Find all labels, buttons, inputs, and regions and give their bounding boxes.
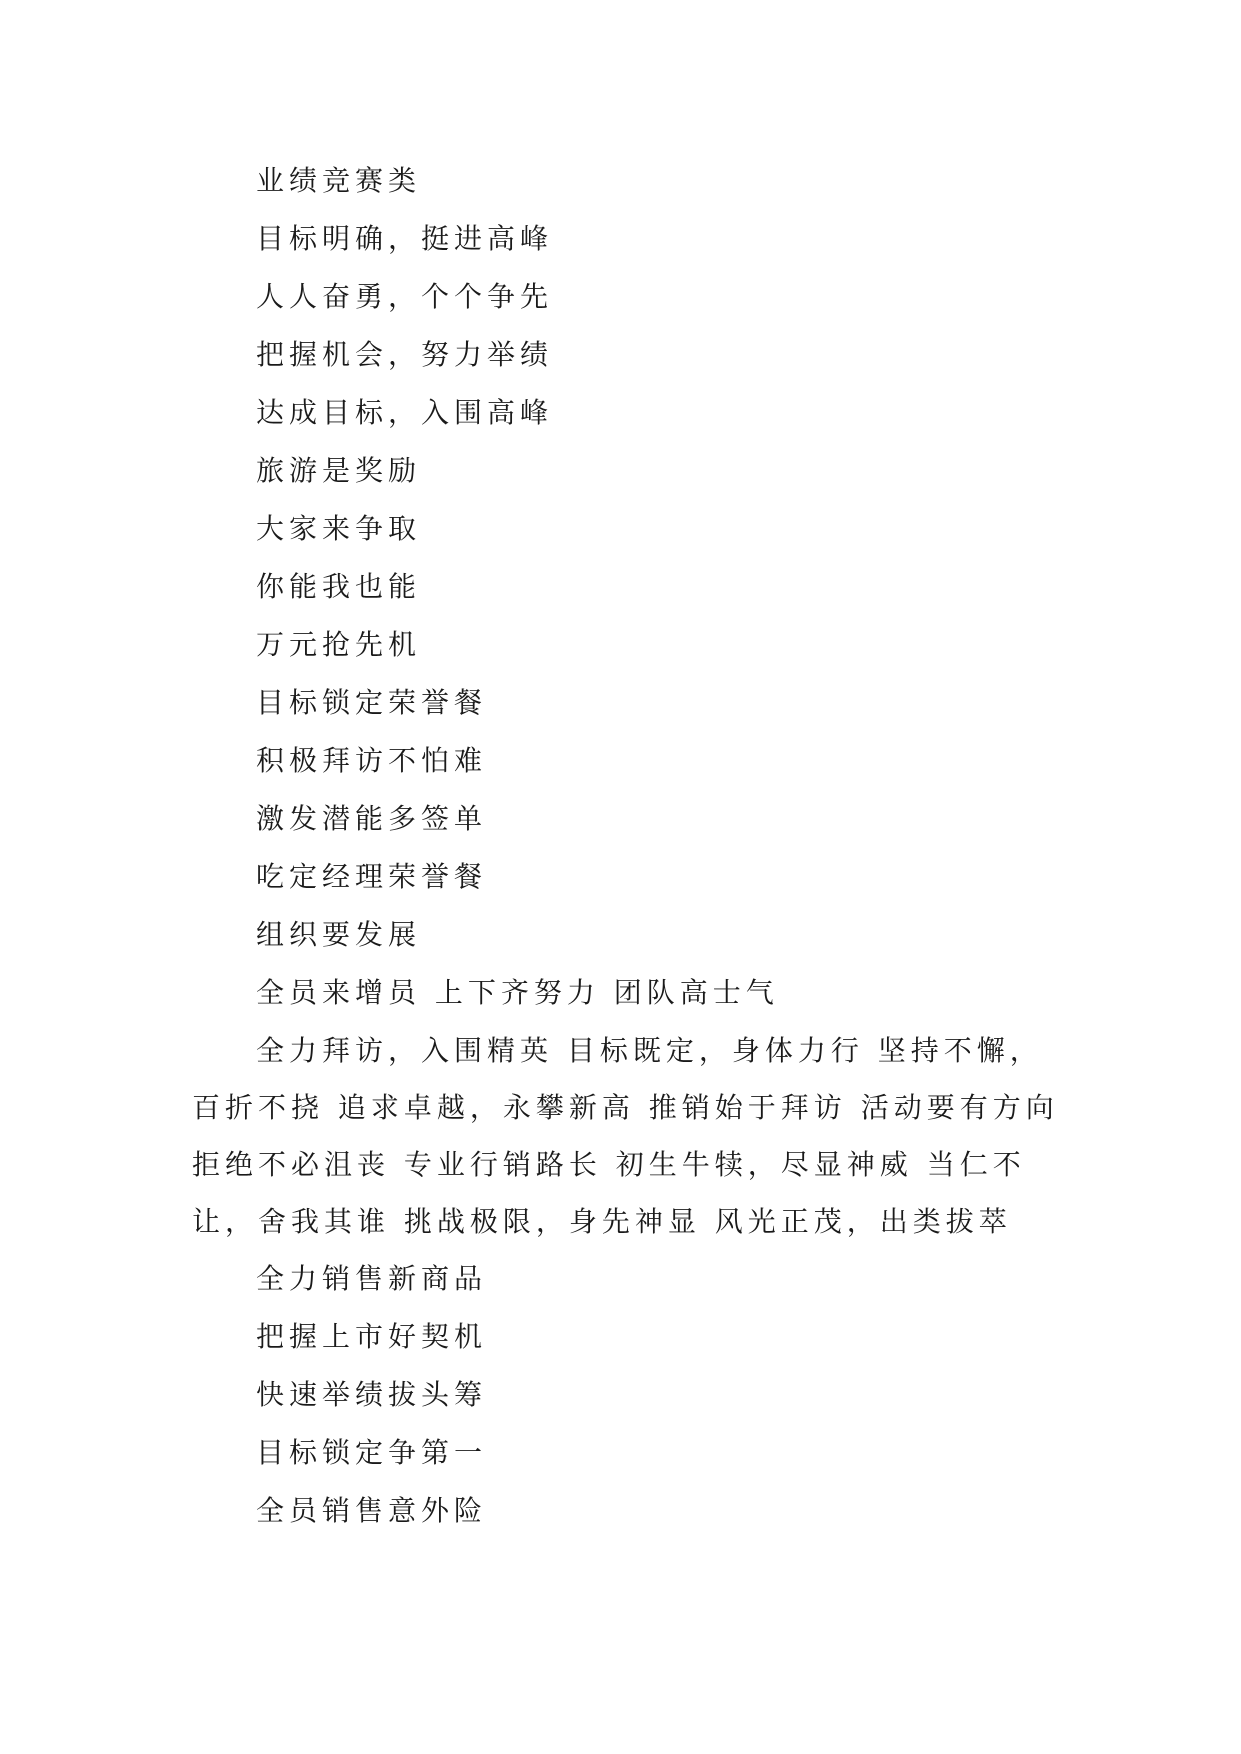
- text-line: 快速举绩拔头筹: [256, 1378, 488, 1411]
- text-line: 目标锁定争第一: [256, 1436, 488, 1469]
- text-line: 全员销售意外险: [256, 1494, 488, 1527]
- text-line: 旅游是奖励: [256, 454, 422, 487]
- text-line: 把握机会，努力举绩: [256, 338, 554, 371]
- body-paragraph: 全力拜访，入围精英 目标既定，身体力行 坚持不懈，百折不挠 追求卓越，永攀新高 推销始于拜访 活动要有方向 拒绝不必沮丧 专业行销路长 初生牛犊，尽显神威 当仁不让，舍我其谁 挑战极限，身先神显 风光正茂，出类拔萃: [192, 1034, 1059, 1238]
- text-line: 业绩竞赛类: [256, 164, 422, 197]
- text-line: 组织要发展: [256, 918, 422, 951]
- text-line: 万元抢先机: [256, 628, 422, 661]
- text-line: 人人奋勇，个个争先: [256, 280, 554, 313]
- document-body: [192, 152, 1072, 1540]
- text-line: 大家来争取: [256, 512, 422, 545]
- text-line: 达成目标，入围高峰: [256, 396, 554, 429]
- text-line: 吃定经理荣誉餐: [256, 860, 488, 893]
- text-line: 你能我也能: [256, 570, 422, 603]
- text-line: 把握上市好契机: [256, 1320, 488, 1353]
- text-line: 全力销售新商品: [256, 1262, 488, 1295]
- text-line: 积极拜访不怕难: [256, 744, 488, 777]
- text-line: 全员来增员 上下齐努力 团队高士气: [256, 976, 779, 1009]
- text-line: 目标锁定荣誉餐: [256, 686, 488, 719]
- text-line: 激发潜能多签单: [256, 802, 488, 835]
- text-line: 目标明确，挺进高峰: [256, 222, 554, 255]
